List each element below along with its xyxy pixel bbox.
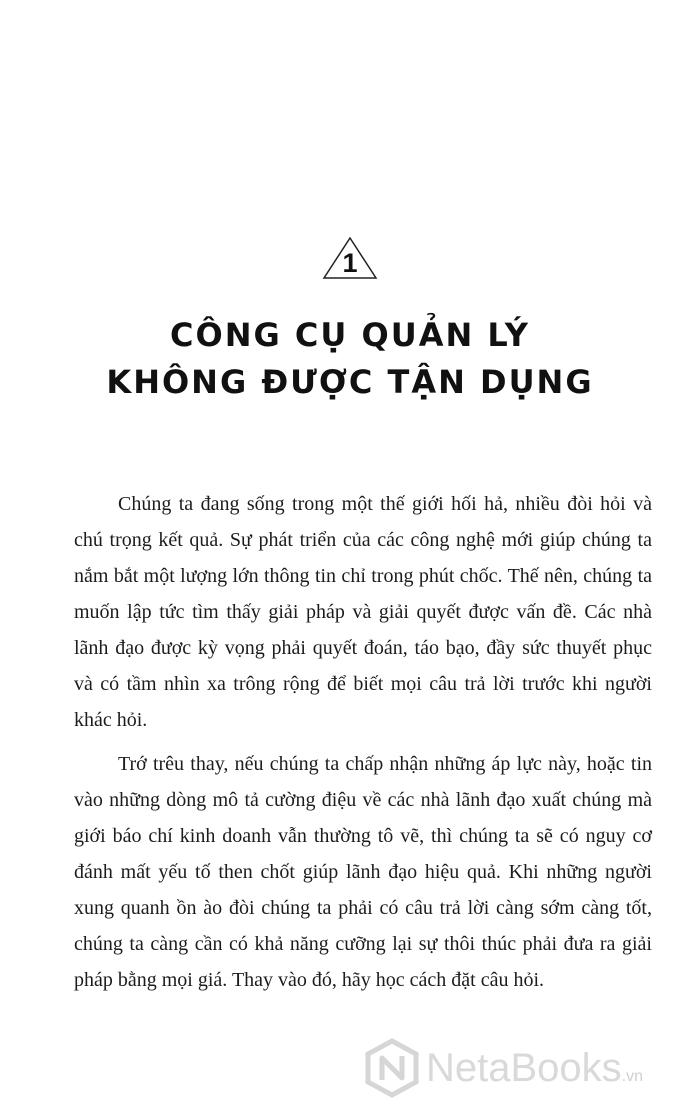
chapter-title-line-1: CÔNG CỤ QUẢN LÝ bbox=[170, 316, 530, 354]
paragraph-2: Trớ trêu thay, nếu chúng ta chấp nhận những áp lực này, hoặc tin vào những dòng mô tả cường điệu về các nhà lãnh đạo xuất chúng mà giới báo chí kinh doanh vẫn thường tô vẽ, thì chúng ta sẽ có nguy cơ đánh mất yếu tố then chốt giúp lãnh đạo hiệu quả. Khi những người xung quanh ồn ào đòi chúng ta phải có câu trả lời càng sớm càng tốt, chúng ta càng cần có khả năng cưỡng lại sự thôi thúc phải đưa ra giải pháp bằng mọi giá. Thay vào đó, hãy học cách đặt câu hỏi. bbox=[74, 753, 652, 991]
chapter-badge bbox=[322, 236, 378, 280]
chapter-title bbox=[0, 312, 700, 406]
body-text bbox=[74, 486, 652, 1006]
netabooks-logo-icon bbox=[362, 1038, 422, 1098]
chapter-title-line-2: KHÔNG ĐƯỢC TẬN DỤNG bbox=[106, 363, 594, 401]
watermark-suffix: .vn bbox=[621, 1068, 644, 1085]
watermark-brand: NetaBooks.vn bbox=[426, 1046, 644, 1090]
paragraph-1: Chúng ta đang sống trong một thế giới hối hả, nhiều đòi hỏi và chú trọng kết quả. Sự phát triển của các công nghệ mới giúp chúng ta nắm bắt một lượng lớn thông tin chỉ trong phút chốc. Thế nên, chúng ta muốn lập tức tìm thấy giải pháp và giải quyết được vấn đề. Các nhà lãnh đạo được kỳ vọng phải quyết đoán, táo bạo, đầy sức thuyết phục và có tầm nhìn xa trông rộng để biết mọi câu trả lời trước khi người khác hỏi. bbox=[74, 493, 652, 731]
watermark bbox=[362, 1038, 692, 1098]
chapter-number: 1 bbox=[342, 248, 358, 278]
